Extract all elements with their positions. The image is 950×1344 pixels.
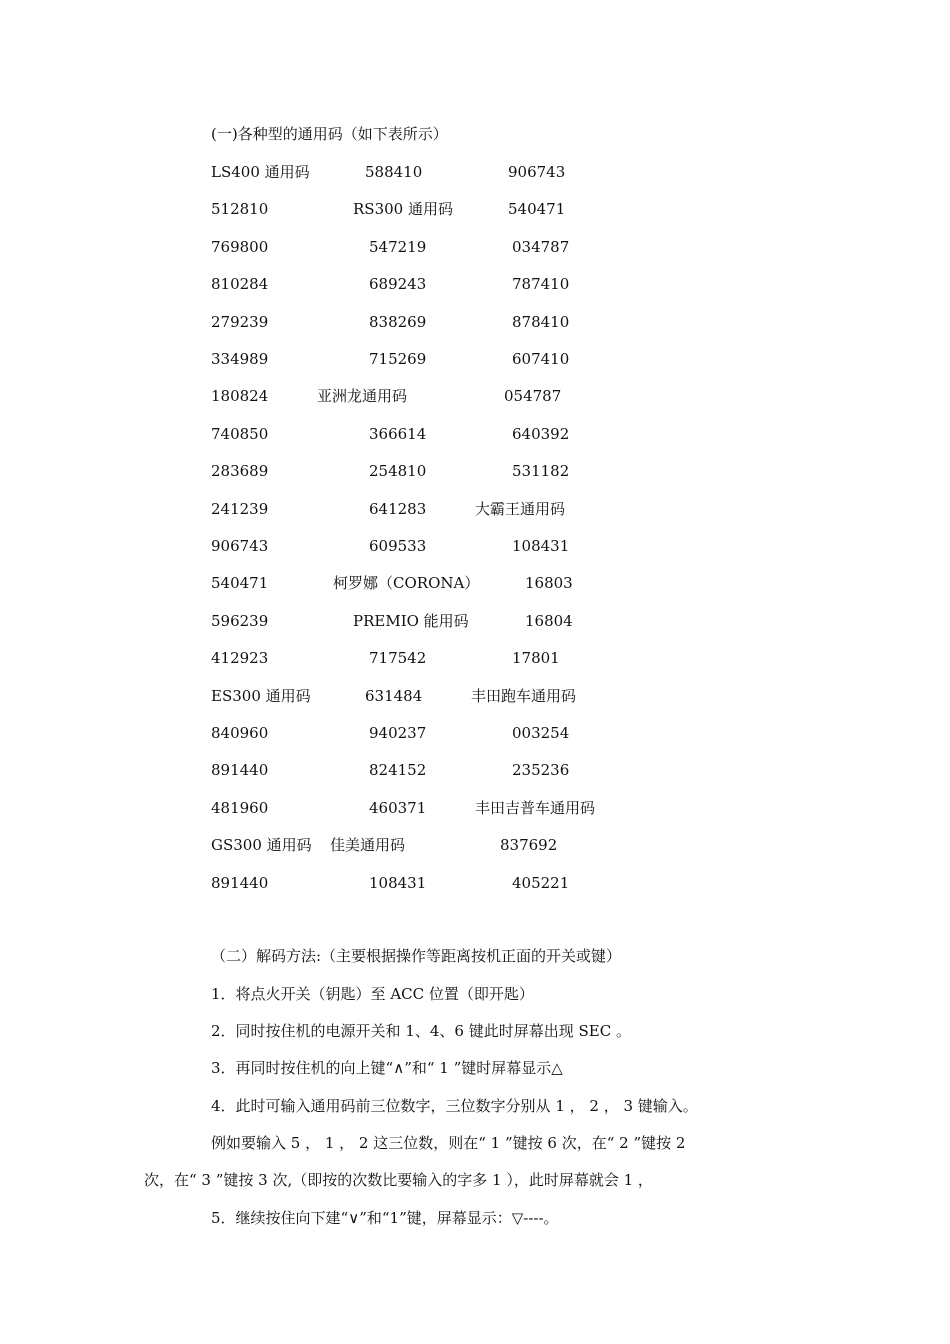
table-cell: PREMIO 能用码: [353, 612, 469, 630]
table-cell: 540471: [211, 574, 269, 592]
table-cell: 715269: [369, 350, 427, 368]
table-cell: 054787: [504, 387, 562, 405]
table-cell: 412923: [211, 649, 269, 667]
table-cell: 824152: [369, 761, 427, 779]
table-cell: 405221: [512, 874, 570, 892]
table-cell: 512810: [211, 200, 269, 218]
table-cell: 334989: [211, 350, 269, 368]
table-cell: 佳美通用码: [330, 836, 406, 854]
example-line-2: 次，在“ 3 ”键按 3 次,（即按的次数比要输入的字多 1 ），此时屏幕就会 1 ，: [144, 1171, 653, 1189]
table-cell: 940237: [369, 724, 427, 742]
table-cell: 108431: [369, 874, 427, 892]
table-cell: 17801: [512, 649, 560, 667]
table-cell: 16803: [525, 574, 573, 592]
step-3: 3．再同时按住机的向上键“∧”和“ 1 ”键时屏幕显示△: [211, 1059, 563, 1077]
table-cell: 241239: [211, 500, 269, 518]
table-cell: 769800: [211, 238, 269, 256]
table-cell: 840960: [211, 724, 269, 742]
table-cell: 906743: [211, 537, 269, 555]
table-cell: 631484: [365, 687, 423, 705]
table-cell: 641283: [369, 500, 427, 518]
table-cell: RS300 通用码: [353, 200, 453, 218]
table-cell: 16804: [525, 612, 573, 630]
table-cell: 588410: [365, 163, 423, 181]
step-1: 1．将点火开关（钥匙）至 ACC 位置（即开匙）: [211, 985, 534, 1003]
table-cell: 609533: [369, 537, 427, 555]
table-cell: 878410: [512, 313, 570, 331]
table-cell: 540471: [508, 200, 566, 218]
table-cell: 丰田吉普车通用码: [475, 799, 596, 817]
table-cell: 279239: [211, 313, 269, 331]
table-cell: LS400 通用码: [211, 163, 310, 181]
table-cell: 740850: [211, 425, 269, 443]
table-cell: 034787: [512, 238, 570, 256]
section2-heading: （二）解码方法:（主要根据操作等距离按机正面的开关或键）: [211, 947, 622, 965]
table-cell: 787410: [512, 275, 570, 293]
table-cell: 640392: [512, 425, 570, 443]
table-cell: 838269: [369, 313, 427, 331]
table-cell: 108431: [512, 537, 570, 555]
table-cell: 003254: [512, 724, 570, 742]
example-line-1: 例如要输入 5 ， 1 ， 2 这三位数，则在“ 1 ”键按 6 次，在“ 2 ”键按 2: [211, 1134, 686, 1152]
table-cell: 亚洲龙通用码: [317, 387, 408, 405]
table-cell: 717542: [369, 649, 427, 667]
table-cell: 837692: [500, 836, 558, 854]
table-cell: 丰田跑车通用码: [471, 687, 577, 705]
table-cell: 689243: [369, 275, 427, 293]
table-cell: ES300 通用码: [211, 687, 311, 705]
section1-heading: (一)各种型的通用码（如下表所示）: [211, 125, 448, 143]
table-cell: 810284: [211, 275, 269, 293]
table-cell: 547219: [369, 238, 427, 256]
table-cell: 891440: [211, 761, 269, 779]
table-cell: 531182: [512, 462, 570, 480]
table-cell: GS300 通用码: [211, 836, 312, 854]
table-cell: 283689: [211, 462, 269, 480]
table-cell: 607410: [512, 350, 570, 368]
table-cell: 大霸王通用码: [475, 500, 566, 518]
table-cell: 460371: [369, 799, 427, 817]
table-cell: 254810: [369, 462, 427, 480]
table-cell: 180824: [211, 387, 269, 405]
step-5: 5．继续按住向下建“∨”和“1”键，屏幕显示：▽----。: [211, 1209, 559, 1227]
table-cell: 481960: [211, 799, 269, 817]
step-2: 2．同时按住机的电源开关和 1、4、6 键此时屏幕出现 SEC 。: [211, 1022, 631, 1040]
table-cell: 596239: [211, 612, 269, 630]
table-cell: 366614: [369, 425, 427, 443]
step-4: 4．此时可输入通用码前三位数字，三位数字分别从 1 ， 2 ， 3 键输入。: [211, 1097, 698, 1115]
table-cell: 柯罗娜（CORONA）: [333, 574, 480, 592]
table-cell: 891440: [211, 874, 269, 892]
table-cell: 235236: [512, 761, 570, 779]
table-cell: 906743: [508, 163, 566, 181]
